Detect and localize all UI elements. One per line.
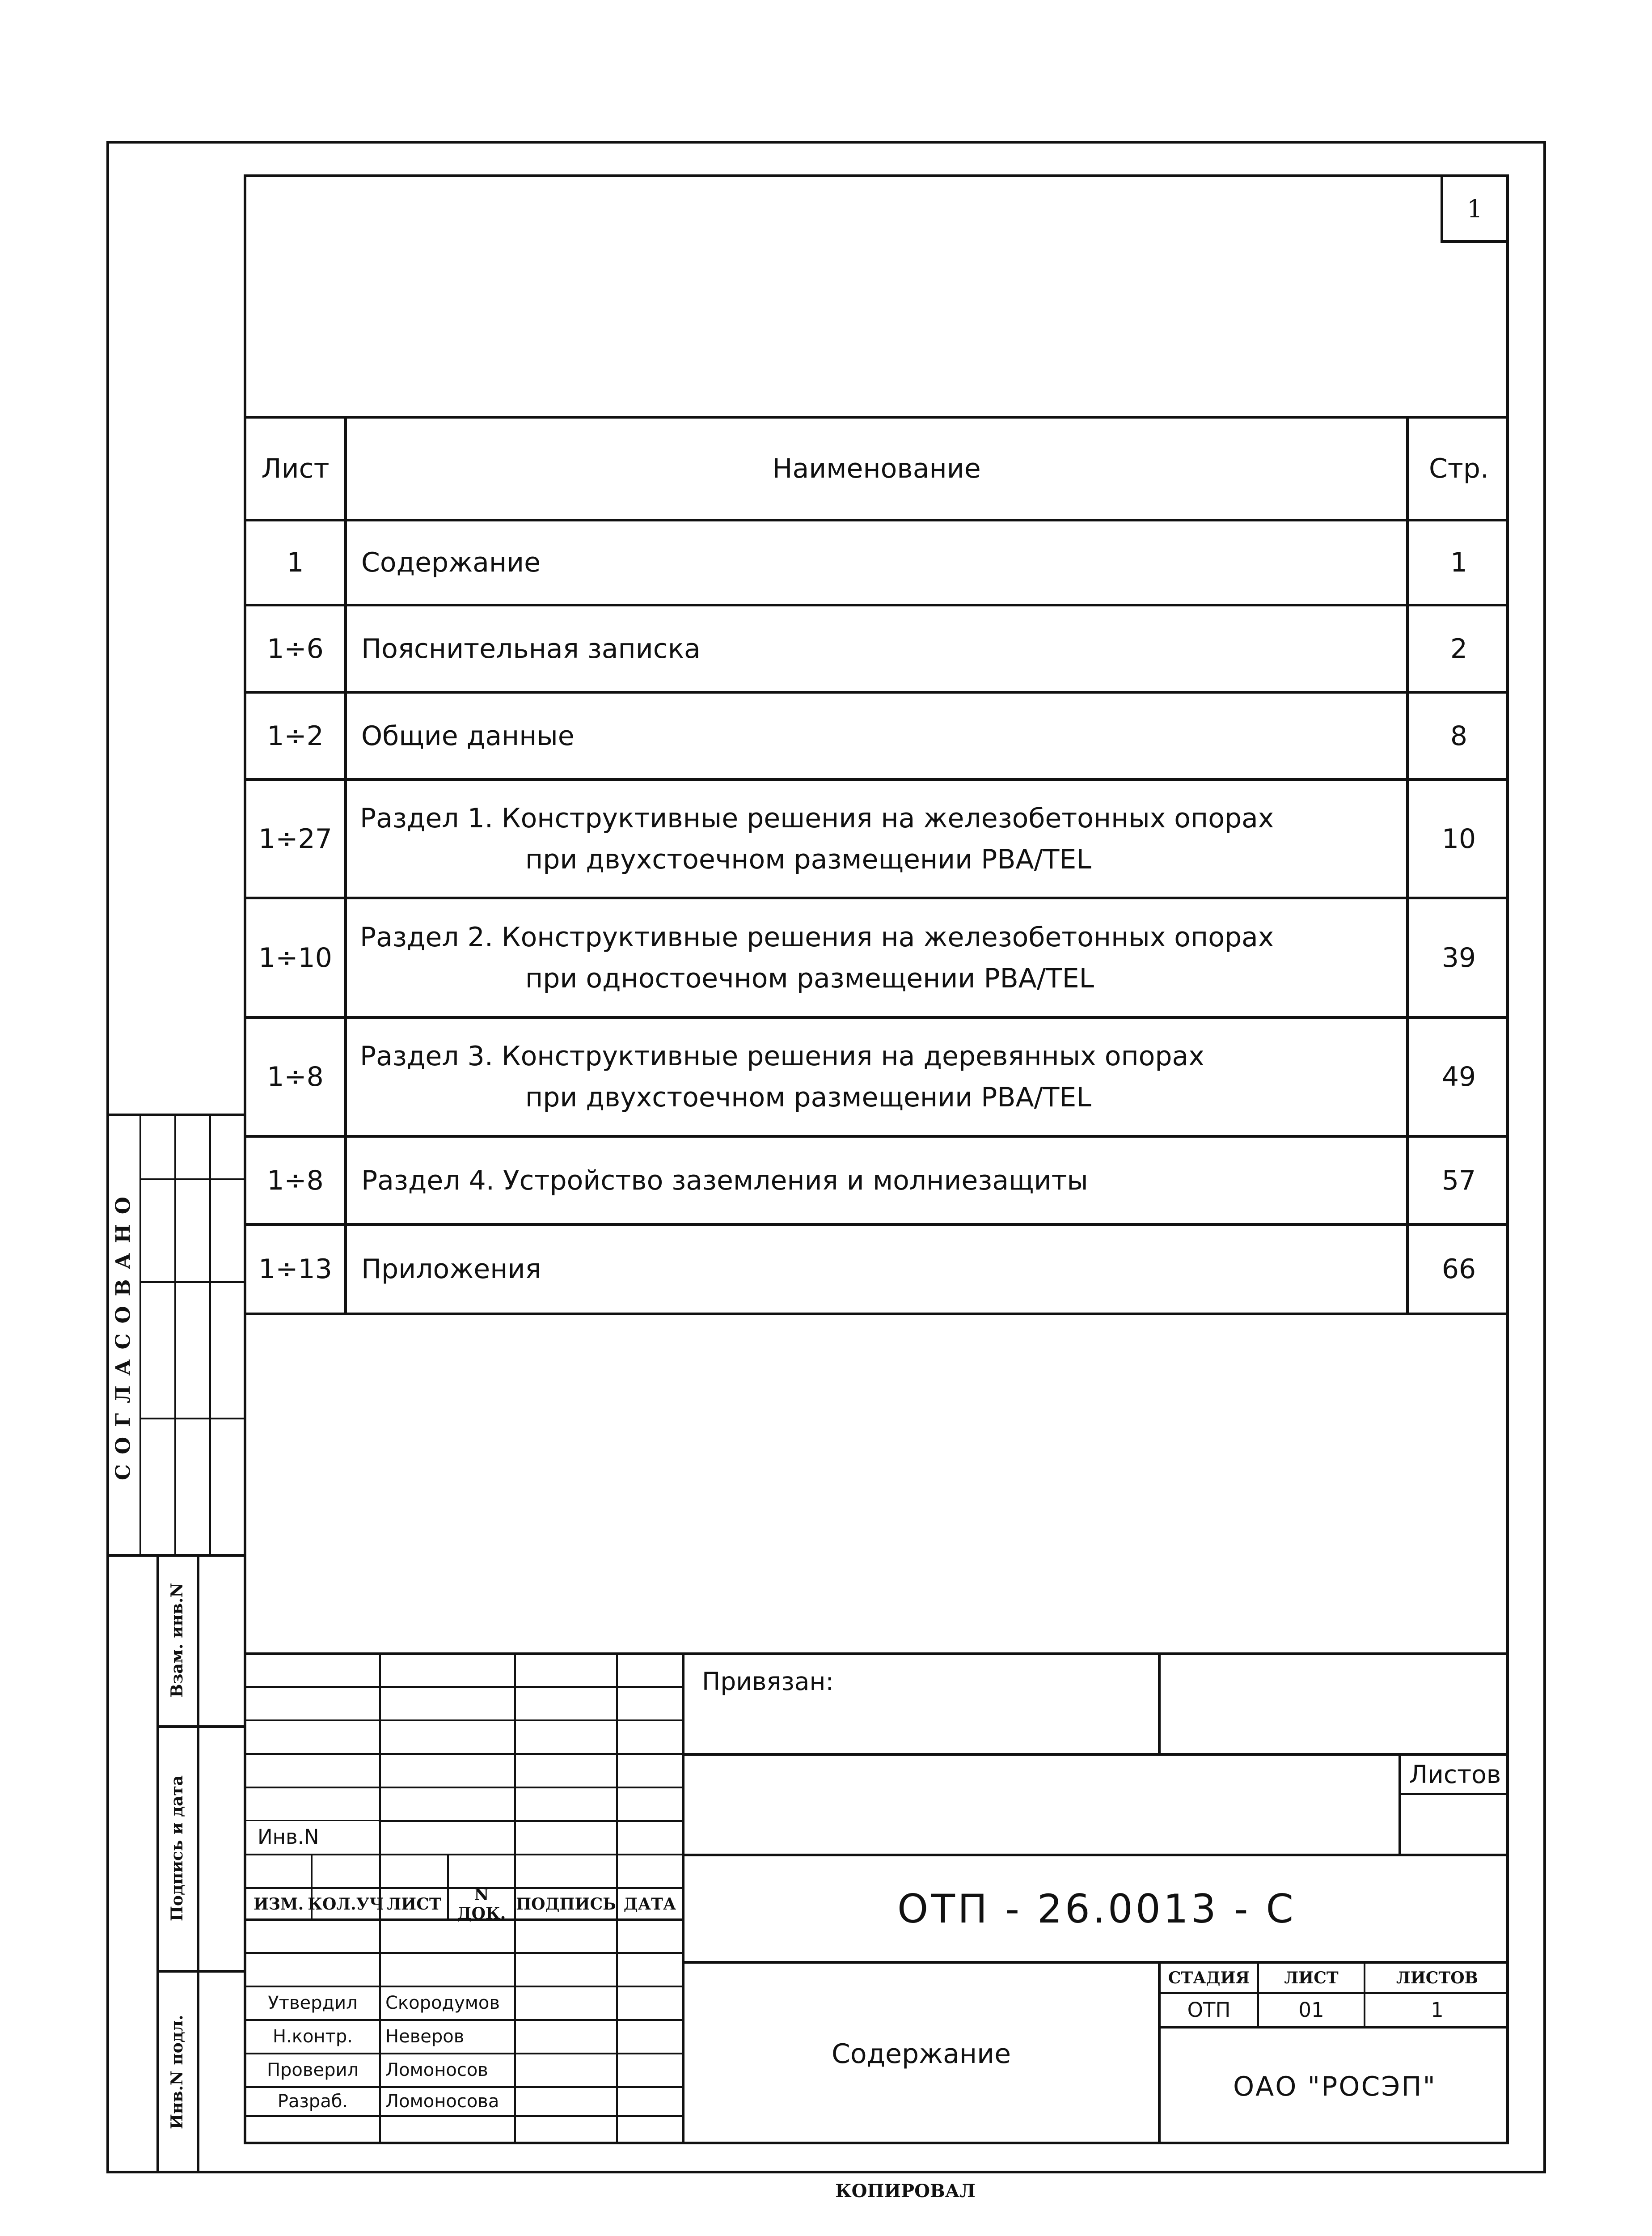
sheet-header: ЛИСТ	[1284, 1969, 1339, 1987]
header-sheet: Лист	[261, 453, 330, 484]
row-page: 39	[1441, 942, 1476, 974]
inv-podl-label: Инв.N подл.	[168, 2015, 186, 2129]
sheet-value: 01	[1298, 1998, 1324, 2022]
row-sheet: 1÷8	[267, 1165, 324, 1196]
person-name: Скородумов	[385, 1992, 500, 2013]
row-page: 2	[1450, 633, 1468, 665]
person-name: Ломоносова	[385, 2091, 499, 2112]
row-page: 49	[1441, 1061, 1476, 1093]
row-sheet: 1	[287, 547, 304, 578]
role-label: Утвердил	[268, 1992, 358, 2013]
agreed-label: СОГЛАСОВАНО	[111, 1187, 135, 1481]
row-page: 57	[1441, 1165, 1476, 1196]
footer-copied-label: КОПИРОВАЛ	[835, 2181, 976, 2202]
col-izm: ИЗМ.	[253, 1894, 304, 1914]
row-sheet: 1÷8	[267, 1061, 324, 1093]
col-kol-uch: КОЛ.УЧ	[308, 1894, 384, 1914]
document-code: ОТП - 26.0013 - С	[897, 1885, 1296, 1932]
row-sheet: 1÷6	[267, 633, 324, 665]
col-list: ЛИСТ	[387, 1894, 441, 1914]
row-name: Раздел 3. Конструктивные решения на деревянных опорах при двухстоечном размещении РВА/TEL	[360, 1041, 1204, 1113]
row-name: Пояснительная записка	[361, 633, 701, 665]
role-label: Разраб.	[277, 2091, 348, 2112]
header-page: Стр.	[1428, 453, 1489, 484]
role-label: Н.контр.	[273, 2026, 353, 2047]
col-n-dok: N ДОК.	[457, 1885, 506, 1923]
inv-n-label: Инв.N	[246, 1821, 379, 1853]
row-name: Приложения	[361, 1254, 541, 1285]
sheet-number-box	[1441, 174, 1509, 243]
row-name: Содержание	[361, 547, 541, 578]
row-name: Раздел 1. Конструктивные решения на железобетонных опорах при двухстоечном размещении РВА/TEL	[360, 802, 1274, 875]
row-page: 66	[1441, 1254, 1476, 1285]
person-name: Неверов	[385, 2026, 465, 2047]
sheets-value: 1	[1431, 1998, 1444, 2022]
role-label: Проверил	[266, 2059, 359, 2080]
person-name: Ломоносов	[385, 2059, 488, 2080]
privyazan-label: Привязан:	[702, 1667, 834, 1696]
company-name: ОАО "РОСЭП"	[1233, 2071, 1437, 2102]
col-podpis: ПОДПИСЬ	[516, 1894, 616, 1914]
sheet-number: 1	[1467, 194, 1483, 223]
stage-header: СТАДИЯ	[1168, 1969, 1250, 1987]
row-page: 1	[1450, 547, 1468, 578]
row-sheet: 1÷10	[258, 942, 332, 974]
row-sheet: 1÷2	[267, 720, 324, 752]
header-name: Наименование	[772, 453, 981, 484]
row-page: 8	[1450, 720, 1468, 752]
col-data: ДАТА	[623, 1894, 676, 1914]
row-sheet: 1÷13	[258, 1254, 332, 1285]
row-name: Раздел 4. Устройство заземления и молниезащиты	[361, 1165, 1088, 1196]
vzam-inv-label: Взам. инв.N	[168, 1583, 186, 1698]
row-page: 10	[1441, 823, 1476, 855]
document-title: Содержание	[831, 2038, 1011, 2070]
row-name: Раздел 2. Конструктивные решения на железобетонных опорах при одностоечном размещении РВА/TEL	[360, 921, 1274, 994]
stage-value: ОТП	[1187, 1998, 1231, 2022]
signature-date-label: Подпись и дата	[168, 1775, 186, 1922]
row-name: Общие данные	[361, 720, 575, 752]
row-sheet: 1÷27	[258, 823, 332, 855]
sheets-header: ЛИСТОВ	[1396, 1969, 1479, 1987]
listov-label: Листов	[1409, 1760, 1501, 1789]
